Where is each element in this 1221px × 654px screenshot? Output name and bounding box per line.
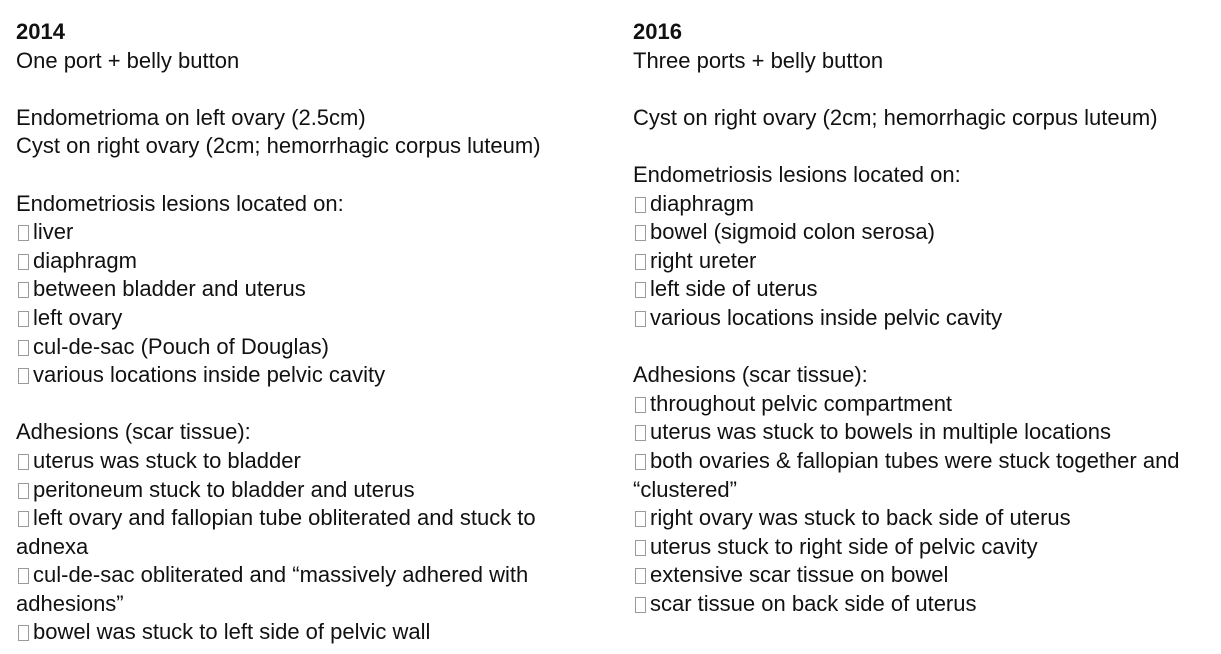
column-2014 bbox=[16, 18, 606, 647]
list-item: bowel was stuck to left side of pelvic wall bbox=[16, 618, 606, 647]
missing-glyph-box-icon bbox=[18, 454, 29, 470]
missing-glyph-box-icon bbox=[18, 282, 29, 298]
lesions-list bbox=[633, 190, 1218, 333]
list-item: uterus stuck to right side of pelvic cavity bbox=[633, 533, 1218, 562]
spacer bbox=[16, 75, 606, 104]
list-item: left ovary and fallopian tube obliterated and stuck to adnexa bbox=[16, 505, 536, 559]
missing-glyph-box-icon bbox=[18, 340, 29, 356]
list-item: liver bbox=[16, 218, 606, 247]
missing-glyph-box-icon bbox=[18, 625, 29, 641]
missing-glyph-box-icon bbox=[18, 254, 29, 270]
missing-glyph-box-icon bbox=[18, 225, 29, 241]
list-item: diaphragm bbox=[16, 247, 606, 276]
list-item: left side of uterus bbox=[633, 275, 1218, 304]
missing-glyph-box-icon bbox=[635, 425, 646, 441]
spacer bbox=[633, 75, 1218, 104]
finding-text: Cyst on right ovary (2cm; hemorrhagic corpus luteum) bbox=[16, 133, 541, 159]
lesions-heading: Endometriosis lesions located on: bbox=[16, 190, 344, 216]
list-item: between bladder and uterus bbox=[16, 275, 606, 304]
finding-text: Cyst on right ovary (2cm; hemorrhagic corpus luteum) bbox=[633, 104, 1158, 130]
spacer bbox=[633, 333, 1218, 362]
spacer bbox=[633, 132, 1218, 161]
adhesions-heading: Adhesions (scar tissue): bbox=[16, 419, 251, 445]
missing-glyph-box-icon bbox=[635, 225, 646, 241]
missing-glyph-box-icon bbox=[18, 311, 29, 327]
missing-glyph-box-icon bbox=[635, 568, 646, 584]
adhesions-list bbox=[633, 390, 1218, 619]
adhesions-heading: Adhesions (scar tissue): bbox=[633, 362, 868, 388]
missing-glyph-box-icon bbox=[635, 397, 646, 413]
missing-glyph-box-icon bbox=[635, 254, 646, 270]
missing-glyph-box-icon bbox=[635, 311, 646, 327]
list-item: left ovary bbox=[16, 304, 606, 333]
missing-glyph-box-icon bbox=[635, 540, 646, 556]
missing-glyph-box-icon bbox=[18, 368, 29, 384]
missing-glyph-box-icon bbox=[18, 483, 29, 499]
year-heading: 2014 bbox=[16, 19, 65, 44]
list-item: various locations inside pelvic cavity bbox=[633, 304, 1218, 333]
missing-glyph-box-icon bbox=[635, 282, 646, 298]
missing-glyph-box-icon bbox=[635, 197, 646, 213]
list-item: diaphragm bbox=[633, 190, 1218, 219]
list-item: throughout pelvic compartment bbox=[633, 390, 1218, 419]
list-item: right ovary was stuck to back side of uterus bbox=[633, 504, 1218, 533]
list-item: uterus was stuck to bowels in multiple locations bbox=[633, 418, 1218, 447]
list-item: cul-de-sac (Pouch of Douglas) bbox=[16, 333, 606, 362]
spacer bbox=[16, 390, 606, 419]
missing-glyph-box-icon bbox=[18, 568, 29, 584]
lesions-list bbox=[16, 218, 606, 390]
list-item: cul-de-sac obliterated and “massively adhered with adhesions” bbox=[16, 562, 529, 616]
lesions-heading: Endometriosis lesions located on: bbox=[633, 161, 961, 187]
missing-glyph-box-icon bbox=[635, 454, 646, 470]
year-heading: 2016 bbox=[633, 19, 682, 44]
list-item: peritoneum stuck to bladder and uterus bbox=[16, 476, 606, 505]
list-item: scar tissue on back side of uterus bbox=[633, 590, 1218, 619]
list-item: extensive scar tissue on bowel bbox=[633, 561, 1218, 590]
list-item: right ureter bbox=[633, 247, 1218, 276]
list-item: uterus was stuck to bladder bbox=[16, 447, 606, 476]
list-item: various locations inside pelvic cavity bbox=[16, 361, 606, 390]
finding-text: Endometrioma on left ovary (2.5cm) bbox=[16, 104, 366, 130]
missing-glyph-box-icon bbox=[635, 597, 646, 613]
list-item: both ovaries & fallopian tubes were stuck together and “clustered” bbox=[633, 447, 1180, 502]
missing-glyph-box-icon bbox=[18, 511, 29, 527]
list-item: bowel (sigmoid colon serosa) bbox=[633, 218, 1218, 247]
adhesions-list bbox=[16, 447, 606, 647]
procedure-text: Three ports + belly button bbox=[633, 47, 884, 73]
procedure-text: One port + belly button bbox=[16, 47, 240, 73]
column-2016 bbox=[633, 18, 1218, 618]
missing-glyph-box-icon bbox=[635, 511, 646, 527]
spacer bbox=[16, 161, 606, 190]
